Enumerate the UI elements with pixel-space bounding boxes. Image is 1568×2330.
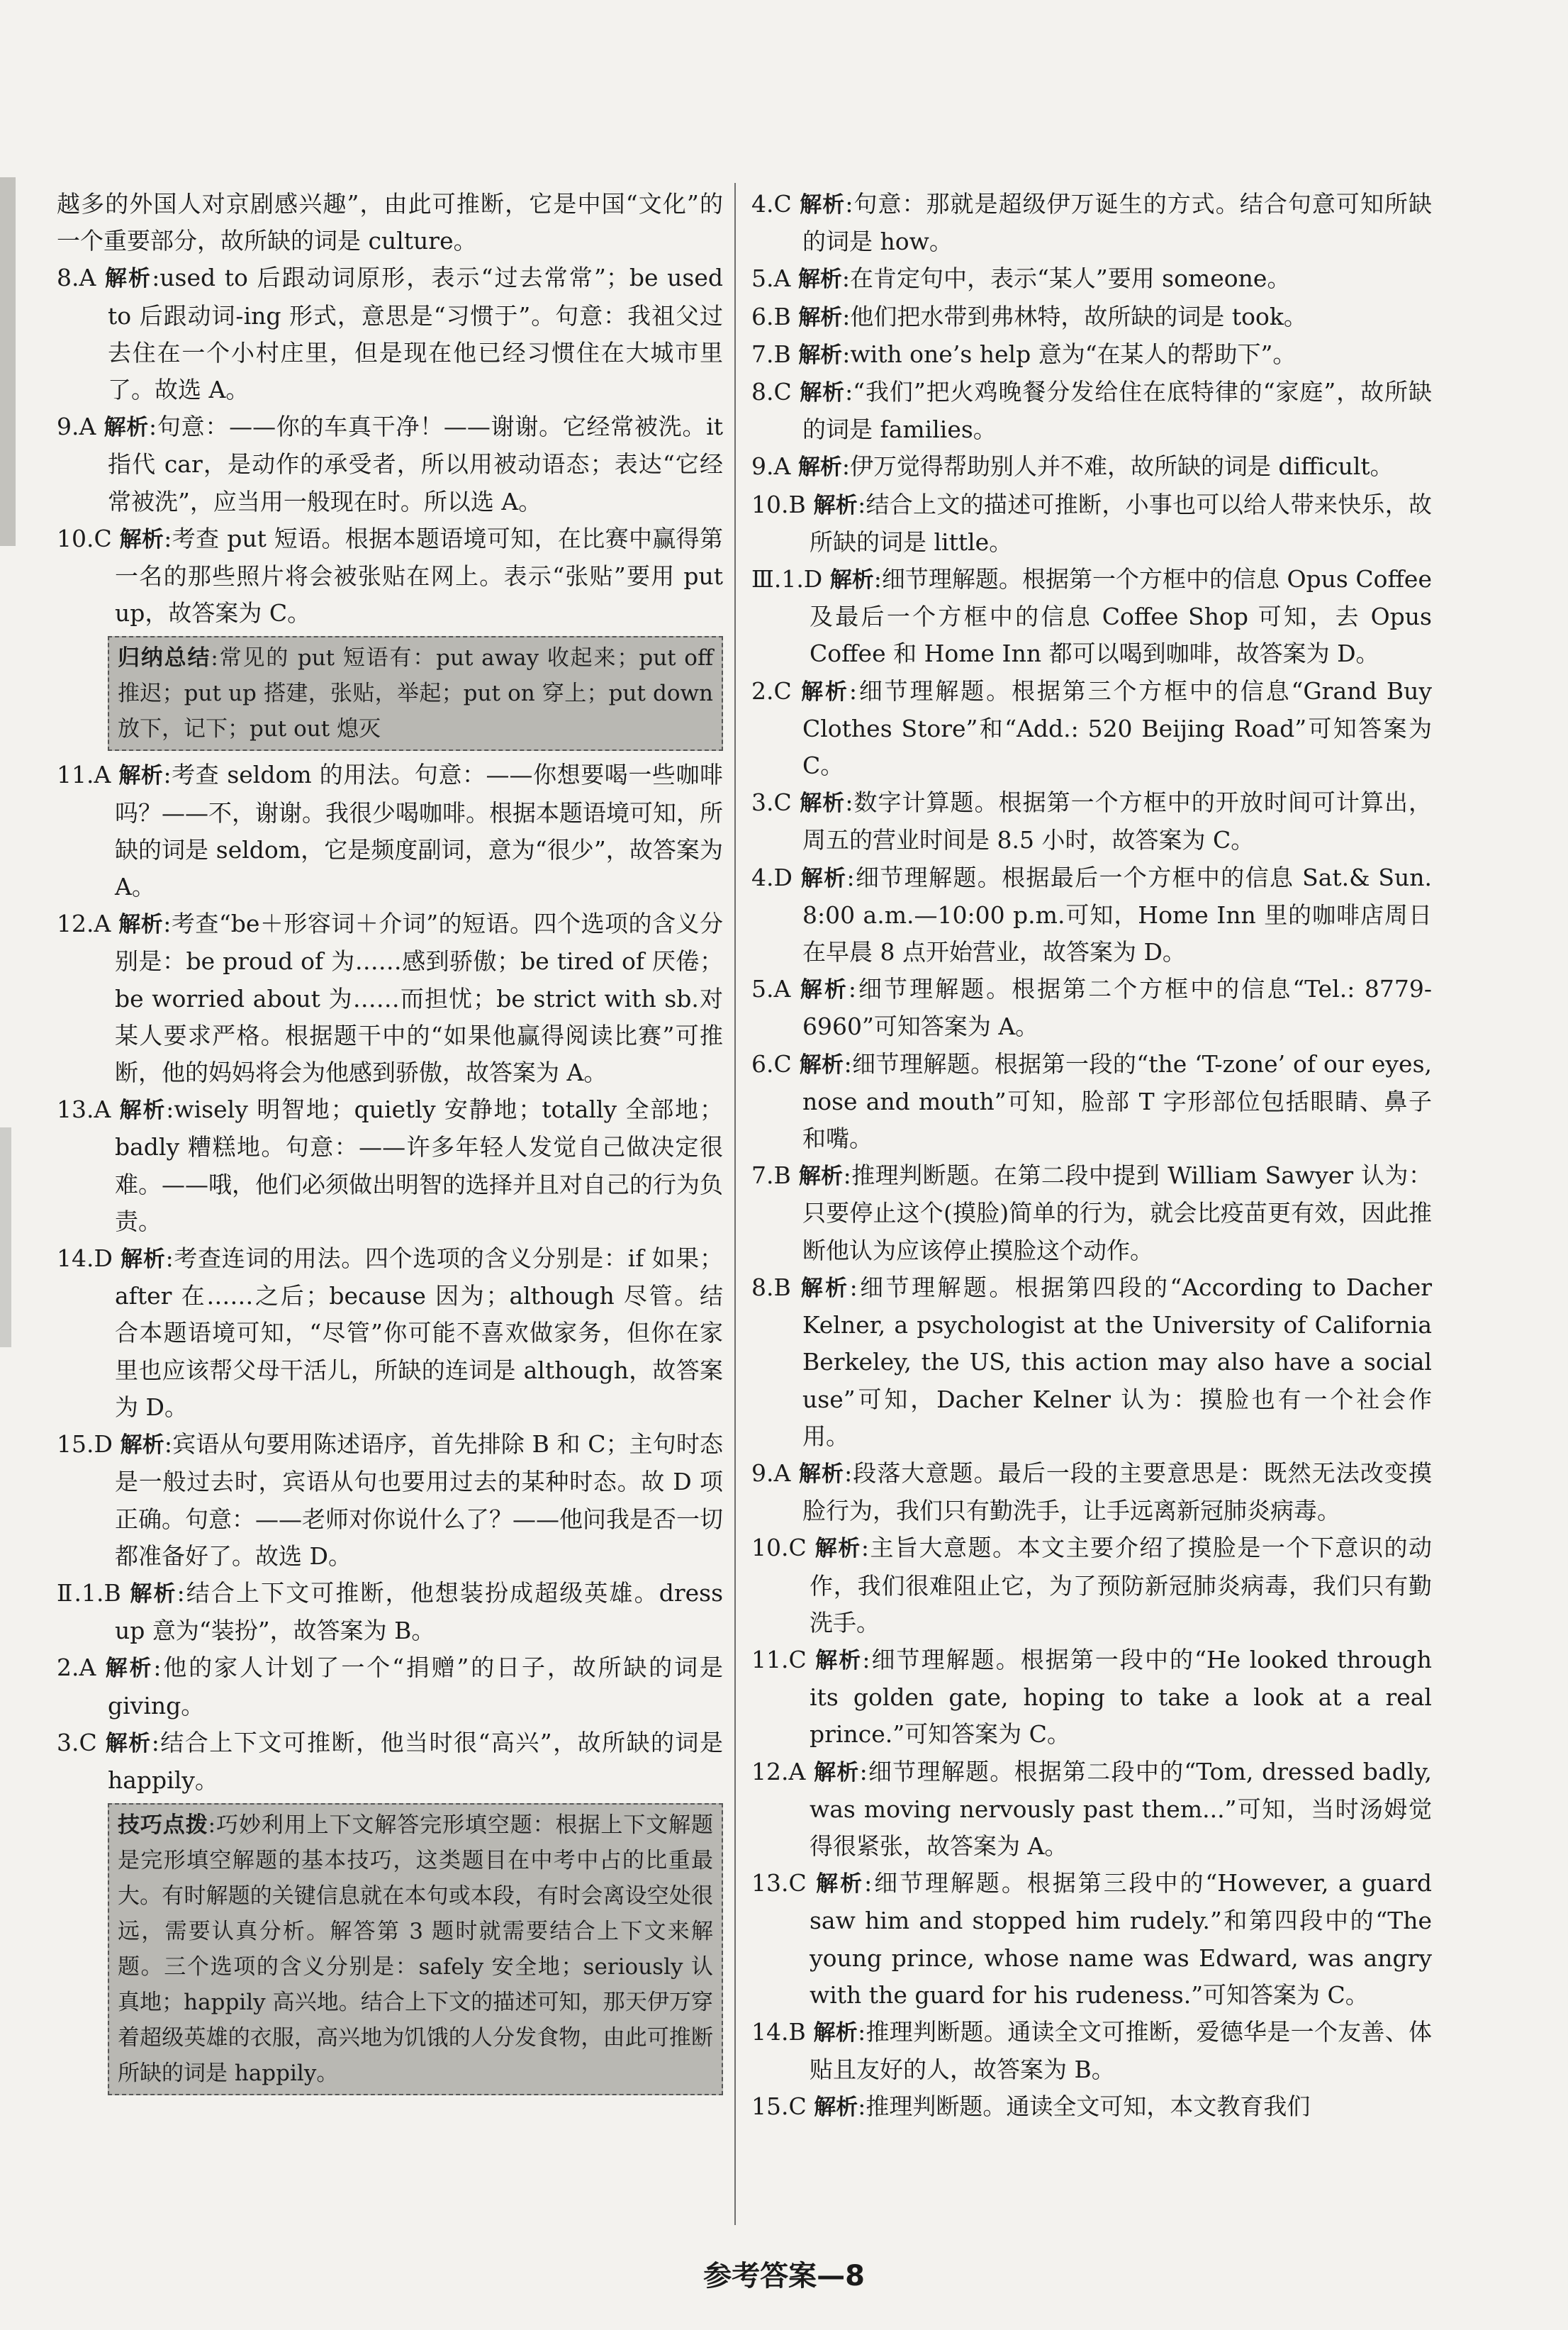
- page-footer: 参考答案—8: [703, 2260, 865, 2292]
- answer-explanation: :在肯定句中，表示“某人”要用 someone。: [841, 264, 1291, 293]
- answer-explanation: :段落大意题。最后一段的主要意思是：既然无法改变摸脸行为，我们只有勤洗手，让手远离新冠肺炎病毒。: [802, 1459, 1433, 1525]
- column-divider: [734, 183, 736, 2225]
- answer-item: [751, 1157, 1432, 1269]
- answer-number: 12.A: [57, 910, 111, 938]
- binding-edge-strip-lower: [0, 1127, 11, 1347]
- answer-item: [751, 260, 1432, 298]
- answer-item: [751, 859, 1432, 971]
- answer-item: [57, 1091, 723, 1240]
- analysis-label: 解析: [798, 1461, 845, 1487]
- analysis-label: 解析: [130, 1581, 177, 1607]
- answer-number: 2.C: [751, 676, 792, 705]
- answer-number: 9.A: [57, 413, 96, 441]
- analysis-label: 解析: [800, 380, 846, 406]
- answer-item: [751, 448, 1432, 486]
- answer-item: [751, 561, 1432, 673]
- answer-explanation: :他们把水带到弗林特，故所缺的词是 took。: [842, 302, 1307, 330]
- answer-item: [751, 784, 1432, 859]
- analysis-label: 解析: [119, 526, 164, 552]
- answer-continuation: [57, 186, 723, 260]
- analysis-label: 解析: [118, 912, 164, 938]
- answer-number: 4.C: [751, 190, 792, 218]
- answer-number: 9.A: [751, 452, 791, 481]
- answer-explanation: :“我们”把火鸡晚餐分发给住在底特律的“家庭”，故所缺的词是 families。: [802, 378, 1433, 444]
- answer-explanation: :句意：那就是超级伊万诞生的方式。结合句意可知所缺的词是 how。: [802, 190, 1432, 256]
- answer-explanation: :结合上下文可推断，他当时很“高兴”，故所缺的词是 happily。: [108, 1728, 724, 1794]
- analysis-label: 解析: [104, 266, 152, 292]
- answer-item: [57, 520, 723, 632]
- answer-number: Ⅲ.1.D: [751, 565, 823, 593]
- answer-explanation: :推理判断题。通读全文可知，本文教育我们: [858, 2092, 1311, 2121]
- answer-item: [751, 186, 1432, 260]
- right-column: [751, 186, 1432, 2126]
- answer-explanation: :细节理解题。根据第一段中的“He looked through its golden gate, hoping to take a look at a real prince.”可知答案为 C。: [810, 1645, 1432, 1749]
- answer-item: [57, 1575, 723, 1649]
- answer-number: 7.B: [751, 1161, 791, 1190]
- answer-number: 6.C: [751, 1049, 792, 1078]
- answer-explanation: :细节理解题。根据第三个方框中的信息“Grand Buy Clothes Store”和“Add.: 520 Beijing Road”可知答案为 C。: [802, 676, 1432, 780]
- answer-explanation: :伊万觉得帮助别人并不难，故所缺的词是 difficult。: [841, 452, 1394, 481]
- answer-explanation: :考查“be＋形容词＋介词”的短语。四个选项的含义分别是：be proud of 为……感到骄傲；be tired of 厌倦；be worried about 为……而担忧；be strict with sb.对某人要求严格。根据题干中的“如果他赢得阅读比赛”可推断，他的妈妈将会为他感到骄傲，故答案为 A。: [115, 910, 724, 1087]
- answer-explanation: :细节理解题。根据第二段中的“Tom, dressed badly, was moving nervously past them...”可知，当时汤姆觉得很紧张，故答案为 A。: [810, 1757, 1432, 1860]
- answer-item: [57, 757, 723, 905]
- answer-explanation: :结合上下文可推断，他想装扮成超级英雄。dress up 意为“装扮”，故答案为 B。: [115, 1578, 723, 1645]
- tip-box-text: :巧妙利用上下文解答完形填空题：根据上下文解题是完形填空解题的基本技巧，这类题目在中考中占的比重最大。有时解题的关键信息就在本句或本段，有时会离设空处很远，需要认真分析。解答第 3 题时就需要结合上下文来解题。三个选项的含义分别是：safely 安全地；seriously 认真地；happily 高兴地。结合上下文的描述可知，那天伊万穿着超级英雄的衣服，高兴地为饥饿的人分发食物，由此可推断所缺的词是 happily。: [118, 1812, 714, 2087]
- analysis-label: 解析: [814, 1536, 861, 1562]
- tip-box-label: 技巧点拨: [118, 1812, 208, 1839]
- answer-explanation: :考查 seldom 的用法。句意：——你想要喝一些咖啡吗？——不，谢谢。我很少喝咖啡。根据本题语境可知，所缺的词是 seldom，它是频度副词，意为“很少”，故答案为 A。: [115, 761, 723, 901]
- analysis-label: 解析: [103, 415, 150, 441]
- answer-number: 14.D: [57, 1244, 113, 1273]
- analysis-label: 解析: [801, 679, 849, 705]
- analysis-label: 解析: [105, 1730, 152, 1756]
- analysis-label: 解析: [797, 455, 842, 481]
- answer-explanation: :推理判断题。在第二段中提到 William Sawyer 认为：只要停止这个(摸脸)简单的行为，就会比疫苗更有效，因此推断他认为应该停止摸脸这个动作。: [802, 1161, 1432, 1264]
- answer-item: [751, 1529, 1432, 1641]
- analysis-label: 解析: [829, 567, 874, 593]
- answer-item: [751, 1865, 1432, 2014]
- analysis-label: 解析: [814, 1759, 860, 1785]
- answer-number: 10.B: [751, 490, 806, 518]
- analysis-label: 解析: [813, 2019, 858, 2046]
- answer-explanation: :考查连词的用法。四个选项的含义分别是：if 如果；after 在……之后；because 因为；although 尽管。结合本题语境可知，“尽管”你可能不喜欢做家务，但你在家里也应该帮父母干活儿，所缺的连词是 although，故答案为 D。: [115, 1244, 723, 1421]
- answer-number: 2.A: [57, 1654, 96, 1682]
- answer-item: [57, 408, 723, 520]
- answer-item: [751, 1269, 1432, 1455]
- answer-item: [57, 905, 723, 1091]
- answer-number: 10.C: [57, 524, 112, 552]
- answer-explanation: :with one’s help 意为“在某人的帮助下”。: [842, 340, 1297, 368]
- answer-item: [751, 1455, 1432, 1529]
- answer-number: 11.C: [751, 1645, 807, 1673]
- answer-item: [751, 2088, 1432, 2126]
- analysis-label: 解析: [814, 2095, 858, 2121]
- analysis-label: 解析: [800, 865, 847, 891]
- answer-explanation: :数字计算题。根据第一个方框中的开放时间可计算出，周五的营业时间是 8.5 小时，故答案为 C。: [802, 788, 1432, 854]
- analysis-label: 解析: [798, 304, 843, 330]
- answer-item: [751, 374, 1432, 448]
- answer-number: 8.A: [57, 264, 96, 292]
- answer-number: 12.A: [751, 1757, 806, 1785]
- answer-number: 11.A: [57, 761, 111, 789]
- answer-number: 10.C: [751, 1534, 807, 1562]
- analysis-label: 解析: [121, 1247, 166, 1273]
- analysis-label: 解析: [815, 1647, 863, 1673]
- answer-explanation: :细节理解题。根据第一个方框中的信息 Opus Coffee 及最后一个方框中的信息 Coffee Shop 可知，去 Opus Coffee 和 Home Inn 都可以喝到咖啡，故答案为 D。: [810, 565, 1432, 668]
- answer-item: [751, 336, 1432, 374]
- answer-item: [751, 299, 1432, 336]
- answer-number: 5.A: [751, 264, 791, 293]
- answer-explanation: :他的家人计划了一个“捐赠”的日子，故所缺的词是 giving。: [108, 1654, 724, 1719]
- answer-number: Ⅱ.1.B: [57, 1578, 121, 1607]
- analysis-label: 解析: [800, 192, 846, 218]
- answer-number: 7.B: [751, 340, 791, 368]
- answer-item: [751, 486, 1432, 561]
- answer-number: 15.C: [751, 2092, 807, 2121]
- answer-explanation: :句意：——你的车真干净！——谢谢。它经常被洗。it 指代 car，是动作的承受者，所以用被动语态；表达“它经常被洗”，应当用一般现在时。所以选 A。: [108, 413, 724, 515]
- answer-item: [751, 1046, 1432, 1158]
- answer-item: [57, 260, 723, 408]
- answer-number: 5.A: [751, 975, 791, 1003]
- answer-item: [57, 1240, 723, 1426]
- analysis-label: 解析: [118, 763, 164, 789]
- analysis-label: 解析: [800, 791, 846, 817]
- answer-item: [751, 971, 1432, 1045]
- analysis-label: 解析: [797, 267, 842, 293]
- answer-number: 8.B: [751, 1273, 791, 1301]
- answer-explanation: :细节理解题。根据第四段的“According to Dacher Kelner, a psychologist at the University of California Berkeley, the US, this action may also have a social use”可知，Dacher Kelner 认为：摸脸也有一个社会作用。: [802, 1273, 1432, 1450]
- answer-number: 13.A: [57, 1096, 111, 1124]
- binding-edge-strip: [0, 177, 16, 546]
- answer-item: [751, 1641, 1432, 1754]
- answer-explanation: :考查 put 短语。根据本题语境可知，在比赛中赢得第一名的那些照片将会被张贴在网上。表示“张贴”要用 put up，故答案为 C。: [115, 524, 723, 628]
- analysis-label: 解析: [119, 1098, 167, 1124]
- answer-explanation: :细节理解题。根据第二个方框中的信息“Tel.: 8779-6960”可知答案为 A。: [802, 975, 1432, 1041]
- answer-item: [751, 2014, 1432, 2088]
- analysis-label: 解析: [798, 342, 843, 368]
- tip-box-text: :常见的 put 短语有：put away 收起来；put off 推迟；put up 搭建，张贴，举起；put on 穿上；put down 放下，记下；put out 熄灭: [118, 645, 713, 742]
- answer-number: 15.D: [57, 1430, 113, 1459]
- analysis-label: 解析: [799, 1052, 844, 1078]
- analysis-label: 解析: [105, 1656, 154, 1682]
- answer-explanation: :细节理解题。根据第三段中的“However, a guard saw him and stopped him rudely.”和第四段中的“The young prince, whose name was Edward, was angry with the guard for his rudeness.”可知答案为 C。: [810, 1869, 1432, 2009]
- answer-number: 4.D: [751, 863, 793, 891]
- answer-explanation: :主旨大意题。本文主要介绍了摸脸是一个下意识的动作，我们很难阻止它，为了预防新冠肺炎病毒，我们只有勤洗手。: [810, 1534, 1432, 1637]
- answer-number: 9.A: [751, 1459, 791, 1487]
- answer-explanation: :宾语从句要用陈述语序，首先排除 B 和 C；主句时态是一般过去时，宾语从句也要用过去的某种时态。故 D 项正确。句意：——老师对你说什么了？——他问我是否一切都准备好了。故选 D。: [115, 1430, 724, 1570]
- analysis-label: 解析: [800, 977, 849, 1003]
- answer-explanation: :细节理解题。根据最后一个方框中的信息 Sat.& Sun. 8:00 a.m.—10:00 p.m.可知，Home Inn 里的咖啡店周日在早晨 8 点开始营业，故答案为 D。: [802, 863, 1432, 966]
- answer-explanation: :结合上文的描述可推断，小事也可以给人带来快乐，故所缺的词是 little。: [810, 490, 1433, 556]
- answer-number: 6.B: [751, 302, 791, 330]
- answer-number: 3.C: [751, 788, 792, 817]
- analysis-label: 解析: [813, 492, 858, 518]
- analysis-label: 解析: [800, 1275, 850, 1301]
- answer-item: [57, 1724, 723, 1799]
- left-column: [57, 186, 723, 2101]
- answer-explanation: :wisely 明智地；quietly 安静地；totally 全部地；badly 糟糕地。句意：——许多年轻人发觉自己做决定很难。——哦，他们必须做出明智的选择并且对自己的行为负责。: [115, 1096, 723, 1235]
- answer-explanation: 越多的外国人对京剧感兴趣”，由此可推断，它是中国“文化”的一个重要部分，故所缺的词是 culture。: [57, 190, 723, 255]
- answer-explanation: :细节理解题。根据第一段的“the ‘T-zone’ of our eyes, nose and mouth”可知，脸部 T 字形部位包括眼睛、鼻子和嘴。: [802, 1049, 1432, 1153]
- answer-item: [751, 673, 1432, 785]
- answer-explanation: :used to 后跟动词原形，表示“过去常常”；be used to 后跟动词-ing 形式，意思是“习惯于”。句意：我祖父过去住在一个小村庄里，但是现在他已经习惯住在大城市里了。故选 A。: [108, 264, 724, 404]
- answer-number: 8.C: [751, 378, 792, 406]
- tip-box-label: 归纳总结: [118, 645, 211, 671]
- tip-box: [108, 1803, 723, 2095]
- answer-item: [751, 1754, 1432, 1866]
- analysis-label: 解析: [120, 1432, 164, 1459]
- analysis-label: 解析: [798, 1164, 844, 1190]
- answer-number: 14.B: [751, 2017, 806, 2046]
- tip-box: [108, 636, 723, 751]
- answer-item: [57, 1426, 723, 1575]
- answer-number: 13.C: [751, 1869, 807, 1897]
- answer-item: [57, 1649, 723, 1724]
- analysis-label: 解析: [816, 1871, 865, 1897]
- answer-explanation: :推理判断题。通读全文可推断，爱德华是一个友善、体贴且友好的人，故答案为 B。: [810, 2017, 1433, 2084]
- answer-number: 3.C: [57, 1728, 97, 1756]
